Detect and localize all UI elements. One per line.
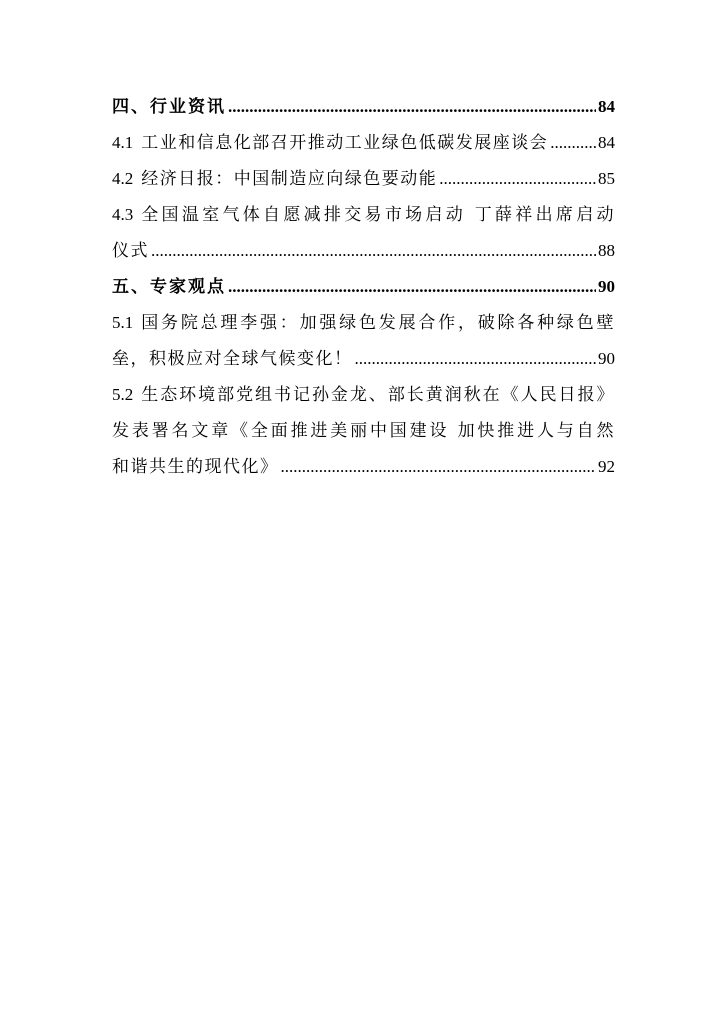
toc-page-number: 84 — [598, 133, 615, 152]
toc-item-number: 4.2 — [112, 169, 134, 188]
toc-item-number: 4.1 — [112, 133, 134, 152]
toc-item-number: 4.3 — [112, 205, 134, 224]
toc-item-title: 国务院总理李强：加强绿色发展合作，破除各种绿色壁 — [141, 313, 615, 333]
table-of-contents — [112, 89, 615, 485]
toc-item-4-3-line-1[interactable] — [112, 197, 615, 233]
toc-section-title: 五、专家观点 — [112, 277, 226, 297]
toc-item-title: 工业和信息化部召开推动工业绿色低碳发展座谈会 — [141, 133, 549, 153]
toc-page-number: 90 — [598, 277, 615, 296]
toc-item-4-2[interactable] — [112, 161, 615, 197]
dot-leader — [151, 233, 596, 269]
toc-item-title: 全国温室气体自愿减排交易市场启动 丁薛祥出席启动 — [141, 205, 615, 225]
toc-item-4-1[interactable] — [112, 125, 615, 161]
dot-leader — [355, 341, 597, 377]
toc-item-title-continued: 发表署名文章《全面推进美丽中国建设 加快推进人与自然 — [112, 421, 615, 441]
toc-section-title: 四、行业资讯 — [112, 97, 226, 117]
toc-item-title: 生态环境部党组书记孙金龙、部长黄润秋在《人民日报》 — [141, 385, 615, 405]
dot-leader — [281, 449, 597, 485]
toc-item-5-2-line-1[interactable] — [112, 377, 615, 413]
toc-page-number: 90 — [598, 349, 615, 368]
toc-item-number: 5.1 — [112, 313, 134, 332]
dot-leader — [439, 161, 596, 197]
toc-item-5-2-line-2[interactable] — [112, 413, 615, 449]
toc-item-title: 经济日报：中国制造应向绿色要动能 — [141, 169, 438, 189]
toc-item-4-3-line-2[interactable] — [112, 233, 615, 269]
dot-leader — [550, 125, 596, 161]
toc-item-title-continued: 和谐共生的现代化》 — [112, 457, 279, 477]
toc-item-number: 5.2 — [112, 385, 134, 404]
dot-leader — [228, 89, 596, 125]
toc-page-number: 92 — [598, 457, 615, 476]
toc-section-4[interactable] — [112, 89, 615, 125]
dot-leader — [228, 269, 596, 305]
toc-section-5[interactable] — [112, 269, 615, 305]
toc-item-5-1-line-1[interactable] — [112, 305, 615, 341]
toc-item-title-continued: 垒，积极应对全球气候变化！ — [112, 349, 353, 369]
toc-page-number: 88 — [598, 241, 615, 260]
toc-page-number: 84 — [598, 97, 615, 116]
toc-page-number: 85 — [598, 169, 615, 188]
toc-item-5-1-line-2[interactable] — [112, 341, 615, 377]
toc-item-title-continued: 仪式 — [112, 241, 149, 261]
toc-item-5-2-line-3[interactable] — [112, 449, 615, 485]
